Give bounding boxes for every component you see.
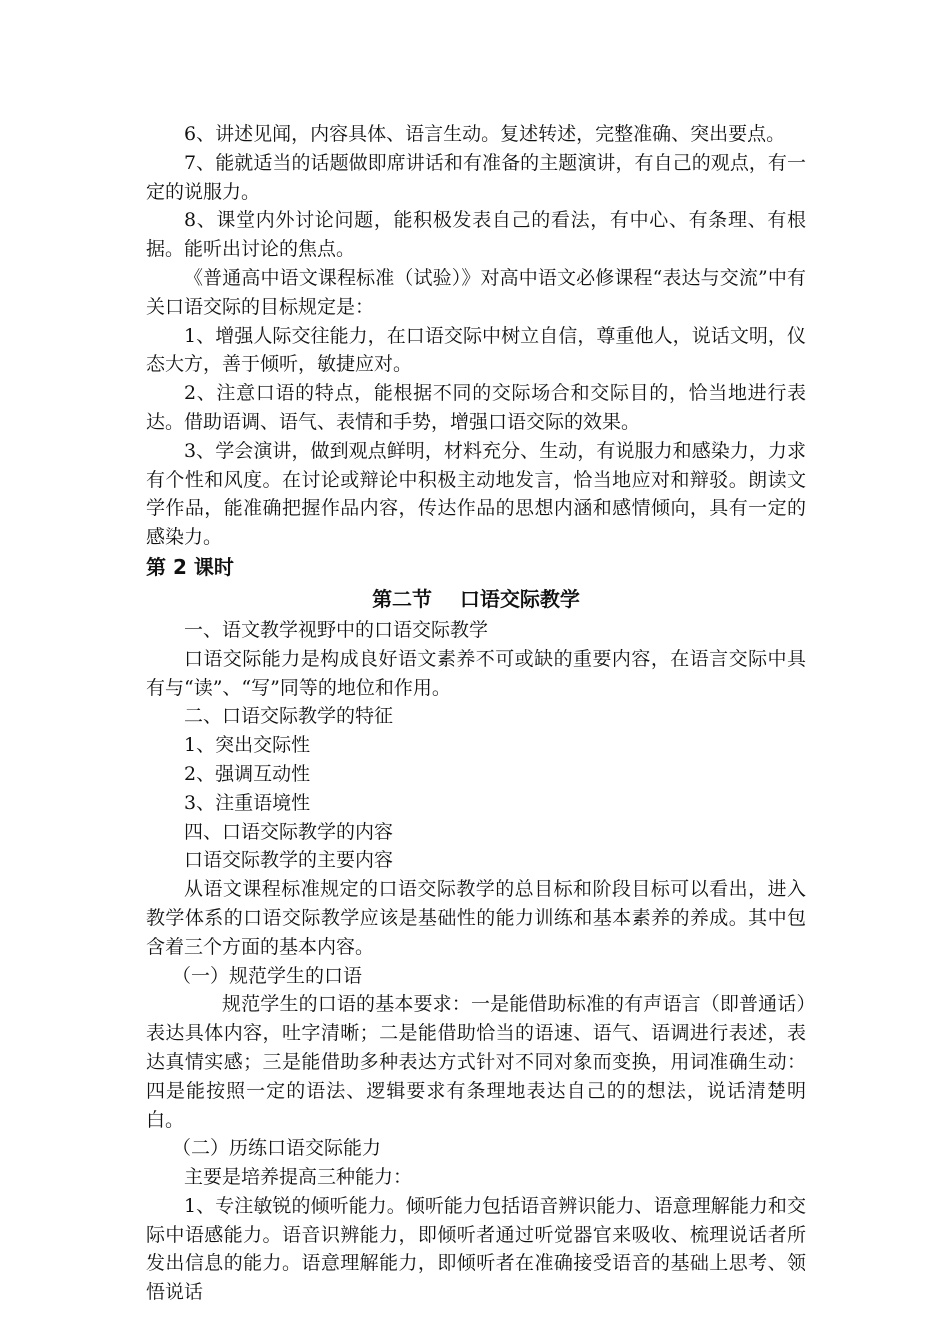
document-page bbox=[146, 120, 806, 1307]
section-one-body: 口语交际能力是构成良好语文素养不可或缺的重要内容，在语言交际中具有与“读”、“写”同等的地位和作用。 bbox=[146, 647, 806, 699]
section-heading: 第二节 口语交际教学 bbox=[372, 586, 580, 611]
part-one-body: 规范学生的口语的基本要求：一是能借助标准的有声语言（即普通话）表达具体内容，吐字清晰；二是能借助恰当的语速、语气、语调进行表述，表达真情实感；三是能借助多种表达方式针对不同对象而变换，用词准确生动：四是能按照一定的语法、逻辑要求有条理地表达自己的的想法，说话清楚明白。 bbox=[146, 993, 806, 1131]
session-heading: 第 2 课时 bbox=[146, 554, 234, 579]
feature-item: 2、强调互动性 bbox=[184, 762, 311, 785]
paragraph-item-7: 7、能就适当的话题做即席讲话和有准备的主题演讲，有自己的观点，有一定的说服力。 bbox=[146, 151, 806, 203]
feature-item: 3、注重语境性 bbox=[184, 791, 311, 814]
part-two-point-one: 1、专注敏锐的倾听能力。倾听能力包括语音辨识能力、语意理解能力和交际中语感能力。语音识辨能力，即倾听者通过听觉器官来吸收、梳理说话者所发出信息的能力。语意理解能力，即倾听者在准确接受语音的基础上思考、领悟说话 bbox=[146, 1194, 806, 1304]
paragraph-goal-2: 2、注意口语的特点，能根据不同的交际场合和交际目的，恰当地进行表达。借助语调、语气、表情和手势，增强口语交际的效果。 bbox=[146, 382, 806, 433]
paragraph-standard-intro: 《普通高中语文课程标准（试验）》对高中语文必修课程“表达与交流”中有关口语交际的目标规定是： bbox=[146, 266, 806, 318]
section-one-title: 一、语文教学视野中的口语交际教学 bbox=[184, 618, 489, 641]
main-content-title: 口语交际教学的主要内容 bbox=[184, 849, 394, 872]
part-two-intro: 主要是培养提高三种能力： bbox=[184, 1166, 413, 1189]
part-two-title: （二）历练口语交际能力 bbox=[172, 1137, 382, 1160]
section-two-title: 二、口语交际教学的特征 bbox=[184, 705, 394, 728]
paragraph-item-8: 8、课堂内外讨论问题，能积极发表自己的看法，有中心、有条理、有根据。能听出讨论的焦点。 bbox=[146, 209, 806, 261]
paragraph-goal-3: 3、学会演讲，做到观点鲜明，材料充分、生动，有说服力和感染力，力求有个性和风度。在讨论或辩论中积极主动地发言，恰当地应对和辩驳。朗读文学作品，能准确把握作品内容，传达作品的思想内涵和感情倾向，具有一定的感染力。 bbox=[146, 439, 806, 549]
paragraph-item-6: 6、讲述见闻，内容具体、语言生动。复述转述，完整准确、突出要点。 bbox=[184, 123, 786, 145]
paragraph-goal-1: 1、增强人际交往能力，在口语交际中树立自信，尊重他人，说话文明，仪态大方，善于倾听，敏捷应对。 bbox=[146, 324, 806, 376]
main-content-body: 从语文课程标准规定的口语交际教学的总目标和阶段目标可以看出，进入教学体系的口语交际教学应该是基础性的能力训练和基本素养的养成。其中包含着三个方面的基本内容。 bbox=[146, 878, 806, 958]
section-four-title: 四、口语交际教学的内容 bbox=[184, 820, 394, 843]
part-one-title: （一）规范学生的口语 bbox=[172, 964, 363, 987]
feature-item: 1、突出交际性 bbox=[184, 734, 311, 757]
